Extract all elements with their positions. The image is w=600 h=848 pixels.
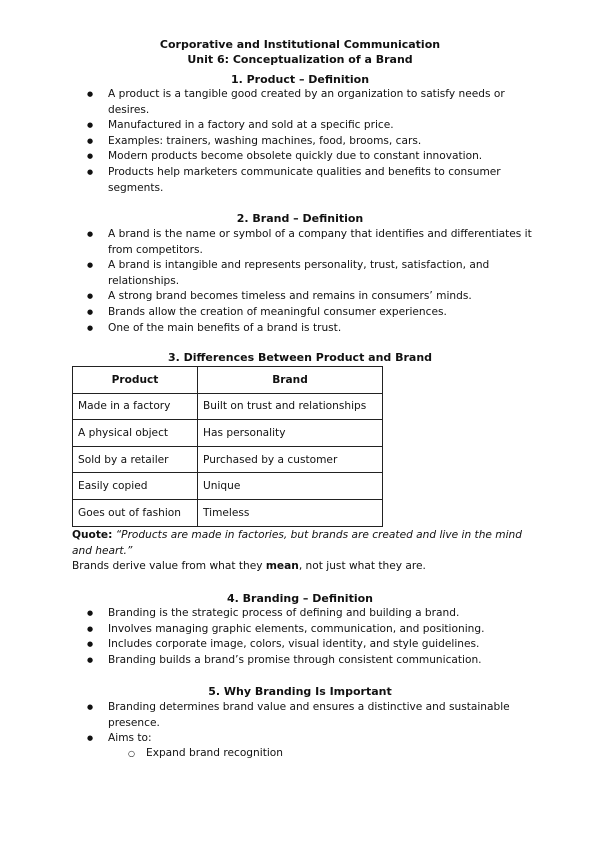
table-cell: A physical object (73, 420, 198, 447)
list-item: ● A product is a tangible good created by an organization to satisfy needs or desires. (72, 87, 532, 118)
list-item: ● Branding is the strategic process of defining and building a brand. (72, 606, 532, 622)
table-cell: Sold by a retailer (73, 446, 198, 473)
list-item: ● One of the main benefits of a brand is trust. (72, 321, 532, 337)
section-5-list (72, 700, 532, 747)
section-1-list (72, 87, 532, 196)
unit-title: Unit 6: Conceptualization of a Brand (187, 53, 413, 66)
comparison-table (72, 366, 383, 527)
section-2-list (72, 227, 532, 336)
list-item: ● Modern products become obsolete quickly due to constant innovation. (72, 149, 532, 165)
value-text-bold: mean (265, 560, 299, 572)
section-4-list (72, 606, 532, 668)
list-item: ● Brands allow the creation of meaningful consumer experiences. (72, 305, 532, 321)
list-item: ● A brand is the name or symbol of a company that identifies and differentiates it from competitors. (72, 227, 532, 258)
table-cell: Goes out of fashion (73, 499, 198, 526)
table-row (73, 420, 383, 447)
list-item-text: Aims to: (108, 732, 152, 745)
list-item: ● Examples: trainers, washing machines, food, brooms, cars. (72, 134, 532, 150)
quote-text: “Products are made in factories, but brands are created and live in the mind and heart.” (72, 529, 522, 557)
section-2-heading: 2. Brand – Definition (236, 212, 364, 225)
table-cell: Unique (198, 473, 383, 500)
section-3-heading: 3. Differences Between Product and Brand (167, 351, 433, 364)
table-cell: Timeless (198, 499, 383, 526)
section-5-sublist (72, 746, 532, 762)
list-item: ● Branding determines brand value and ensures a distinctive and sustainable presence. (72, 700, 532, 731)
quote-label: Quote: (72, 529, 113, 541)
value-text-after: , not just what they are. (298, 560, 426, 572)
table-header-row (73, 367, 383, 394)
list-item (72, 731, 532, 747)
table-cell: Has personality (198, 420, 383, 447)
table-row (73, 473, 383, 500)
list-item: ● A brand is intangible and represents personality, trust, satisfaction, and relationships. (72, 258, 532, 289)
section-1-heading: 1. Product – Definition (230, 73, 370, 86)
table-cell: Made in a factory (73, 393, 198, 420)
list-item: ● A strong brand becomes timeless and remains in consumers’ minds. (72, 289, 532, 305)
value-text-before: Brands derive value from what they (72, 560, 263, 572)
table-cell: Easily copied (73, 473, 198, 500)
list-item: ● Includes corporate image, colors, visual identity, and style guidelines. (72, 637, 532, 653)
column-header-product: Product (73, 367, 198, 394)
table-row (73, 446, 383, 473)
list-item: ● Involves managing graphic elements, communication, and positioning. (72, 622, 532, 638)
list-item: ● Products help marketers communicate qualities and benefits to consumer segments. (72, 165, 532, 196)
column-header-brand: Brand (198, 367, 383, 394)
value-statement (72, 559, 532, 575)
list-item: ● Manufactured in a factory and sold at a specific price. (72, 118, 532, 134)
table-row (73, 393, 383, 420)
sub-list-item: ○ Expand brand recognition (72, 746, 532, 762)
list-item: ● Branding builds a brand’s promise through consistent communication. (72, 653, 532, 669)
section-4-heading: 4. Branding – Definition (227, 592, 373, 605)
table-cell: Built on trust and relationships (198, 393, 383, 420)
table-row (73, 499, 383, 526)
course-title: Corporative and Institutional Communication (159, 38, 441, 51)
quote-paragraph (72, 528, 532, 559)
section-5-heading: 5. Why Branding Is Important (208, 685, 392, 698)
table-cell: Purchased by a customer (198, 446, 383, 473)
